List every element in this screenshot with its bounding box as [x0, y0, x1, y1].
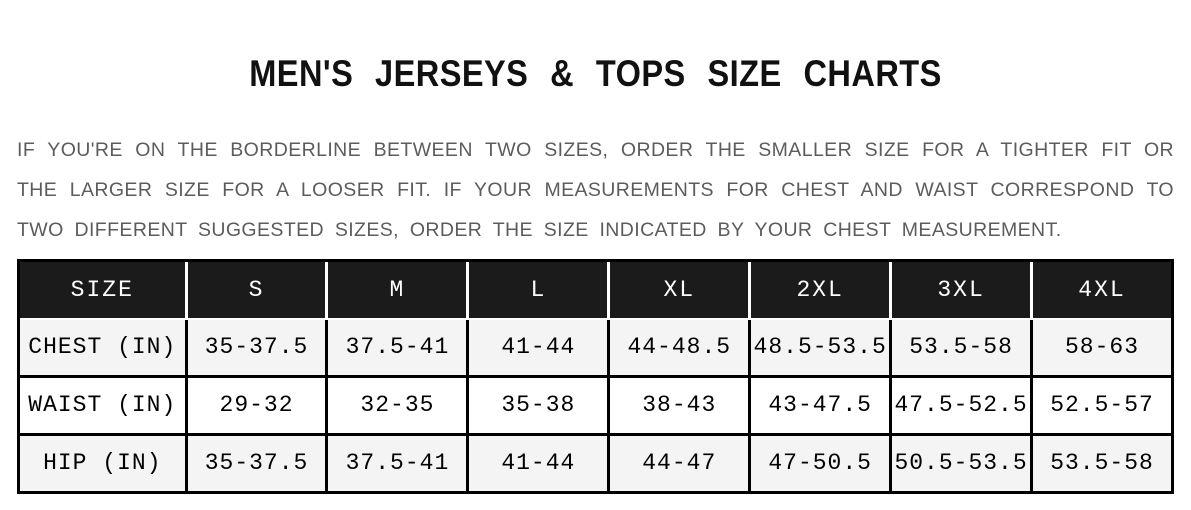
- column-header-m: M: [325, 262, 466, 320]
- title-row: [17, 28, 1174, 120]
- intro-paragraph: IF YOU'RE ON THE BORDERLINE BETWEEN TWO SIZES, ORDER THE SMALLER SIZE FOR A TIGHTER FIT OR THE LARGER SIZE FOR A LOOSER FIT. IF YOUR MEASUREMENTS FOR CHEST AND WAIST CORRESPOND TO TWO DIFFERENT SUGGESTED SIZES, ORDER THE SIZE INDICATED BY YOUR CHEST MEASUREMENT.: [17, 138, 1174, 241]
- table-row-hip: [20, 436, 1171, 491]
- header-row: [20, 262, 1171, 320]
- size-value: 58-63: [1030, 320, 1171, 378]
- size-value: 35-37.5: [185, 320, 326, 378]
- size-value: 35-38: [466, 378, 607, 436]
- size-value: 48.5-53.5: [748, 320, 889, 378]
- row-label-waist: WAIST (IN): [20, 378, 185, 436]
- column-header-size: SIZE: [20, 262, 185, 320]
- size-value: 37.5-41: [325, 436, 466, 491]
- size-value: 53.5-58: [1030, 436, 1171, 491]
- size-value: 41-44: [466, 320, 607, 378]
- row-label-hip: HIP (IN): [20, 436, 185, 491]
- table-row-waist: [20, 378, 1171, 436]
- row-label-chest: CHEST (IN): [20, 320, 185, 378]
- size-chart-table: [17, 259, 1174, 494]
- column-header-l: L: [466, 262, 607, 320]
- column-header-xl: XL: [607, 262, 748, 320]
- size-value: 50.5-53.5: [889, 436, 1030, 491]
- size-value: 53.5-58: [889, 320, 1030, 378]
- column-header-3xl: 3XL: [889, 262, 1030, 320]
- size-value: 38-43: [607, 378, 748, 436]
- column-header-4xl: 4XL: [1030, 262, 1171, 320]
- size-value: 47-50.5: [748, 436, 889, 491]
- size-value: 41-44: [466, 436, 607, 491]
- column-header-s: S: [185, 262, 326, 320]
- size-value: 43-47.5: [748, 378, 889, 436]
- page-title: MEN'S JERSEYS & TOPS SIZE CHARTS: [249, 52, 942, 94]
- size-value: 52.5-57: [1030, 378, 1171, 436]
- size-value: 37.5-41: [325, 320, 466, 378]
- size-value: 44-47: [607, 436, 748, 491]
- table-row-chest: [20, 320, 1171, 378]
- size-value: 47.5-52.5: [889, 378, 1030, 436]
- size-value: 29-32: [185, 378, 326, 436]
- size-value: 44-48.5: [607, 320, 748, 378]
- size-value: 32-35: [325, 378, 466, 436]
- size-value: 35-37.5: [185, 436, 326, 491]
- column-header-2xl: 2XL: [748, 262, 889, 320]
